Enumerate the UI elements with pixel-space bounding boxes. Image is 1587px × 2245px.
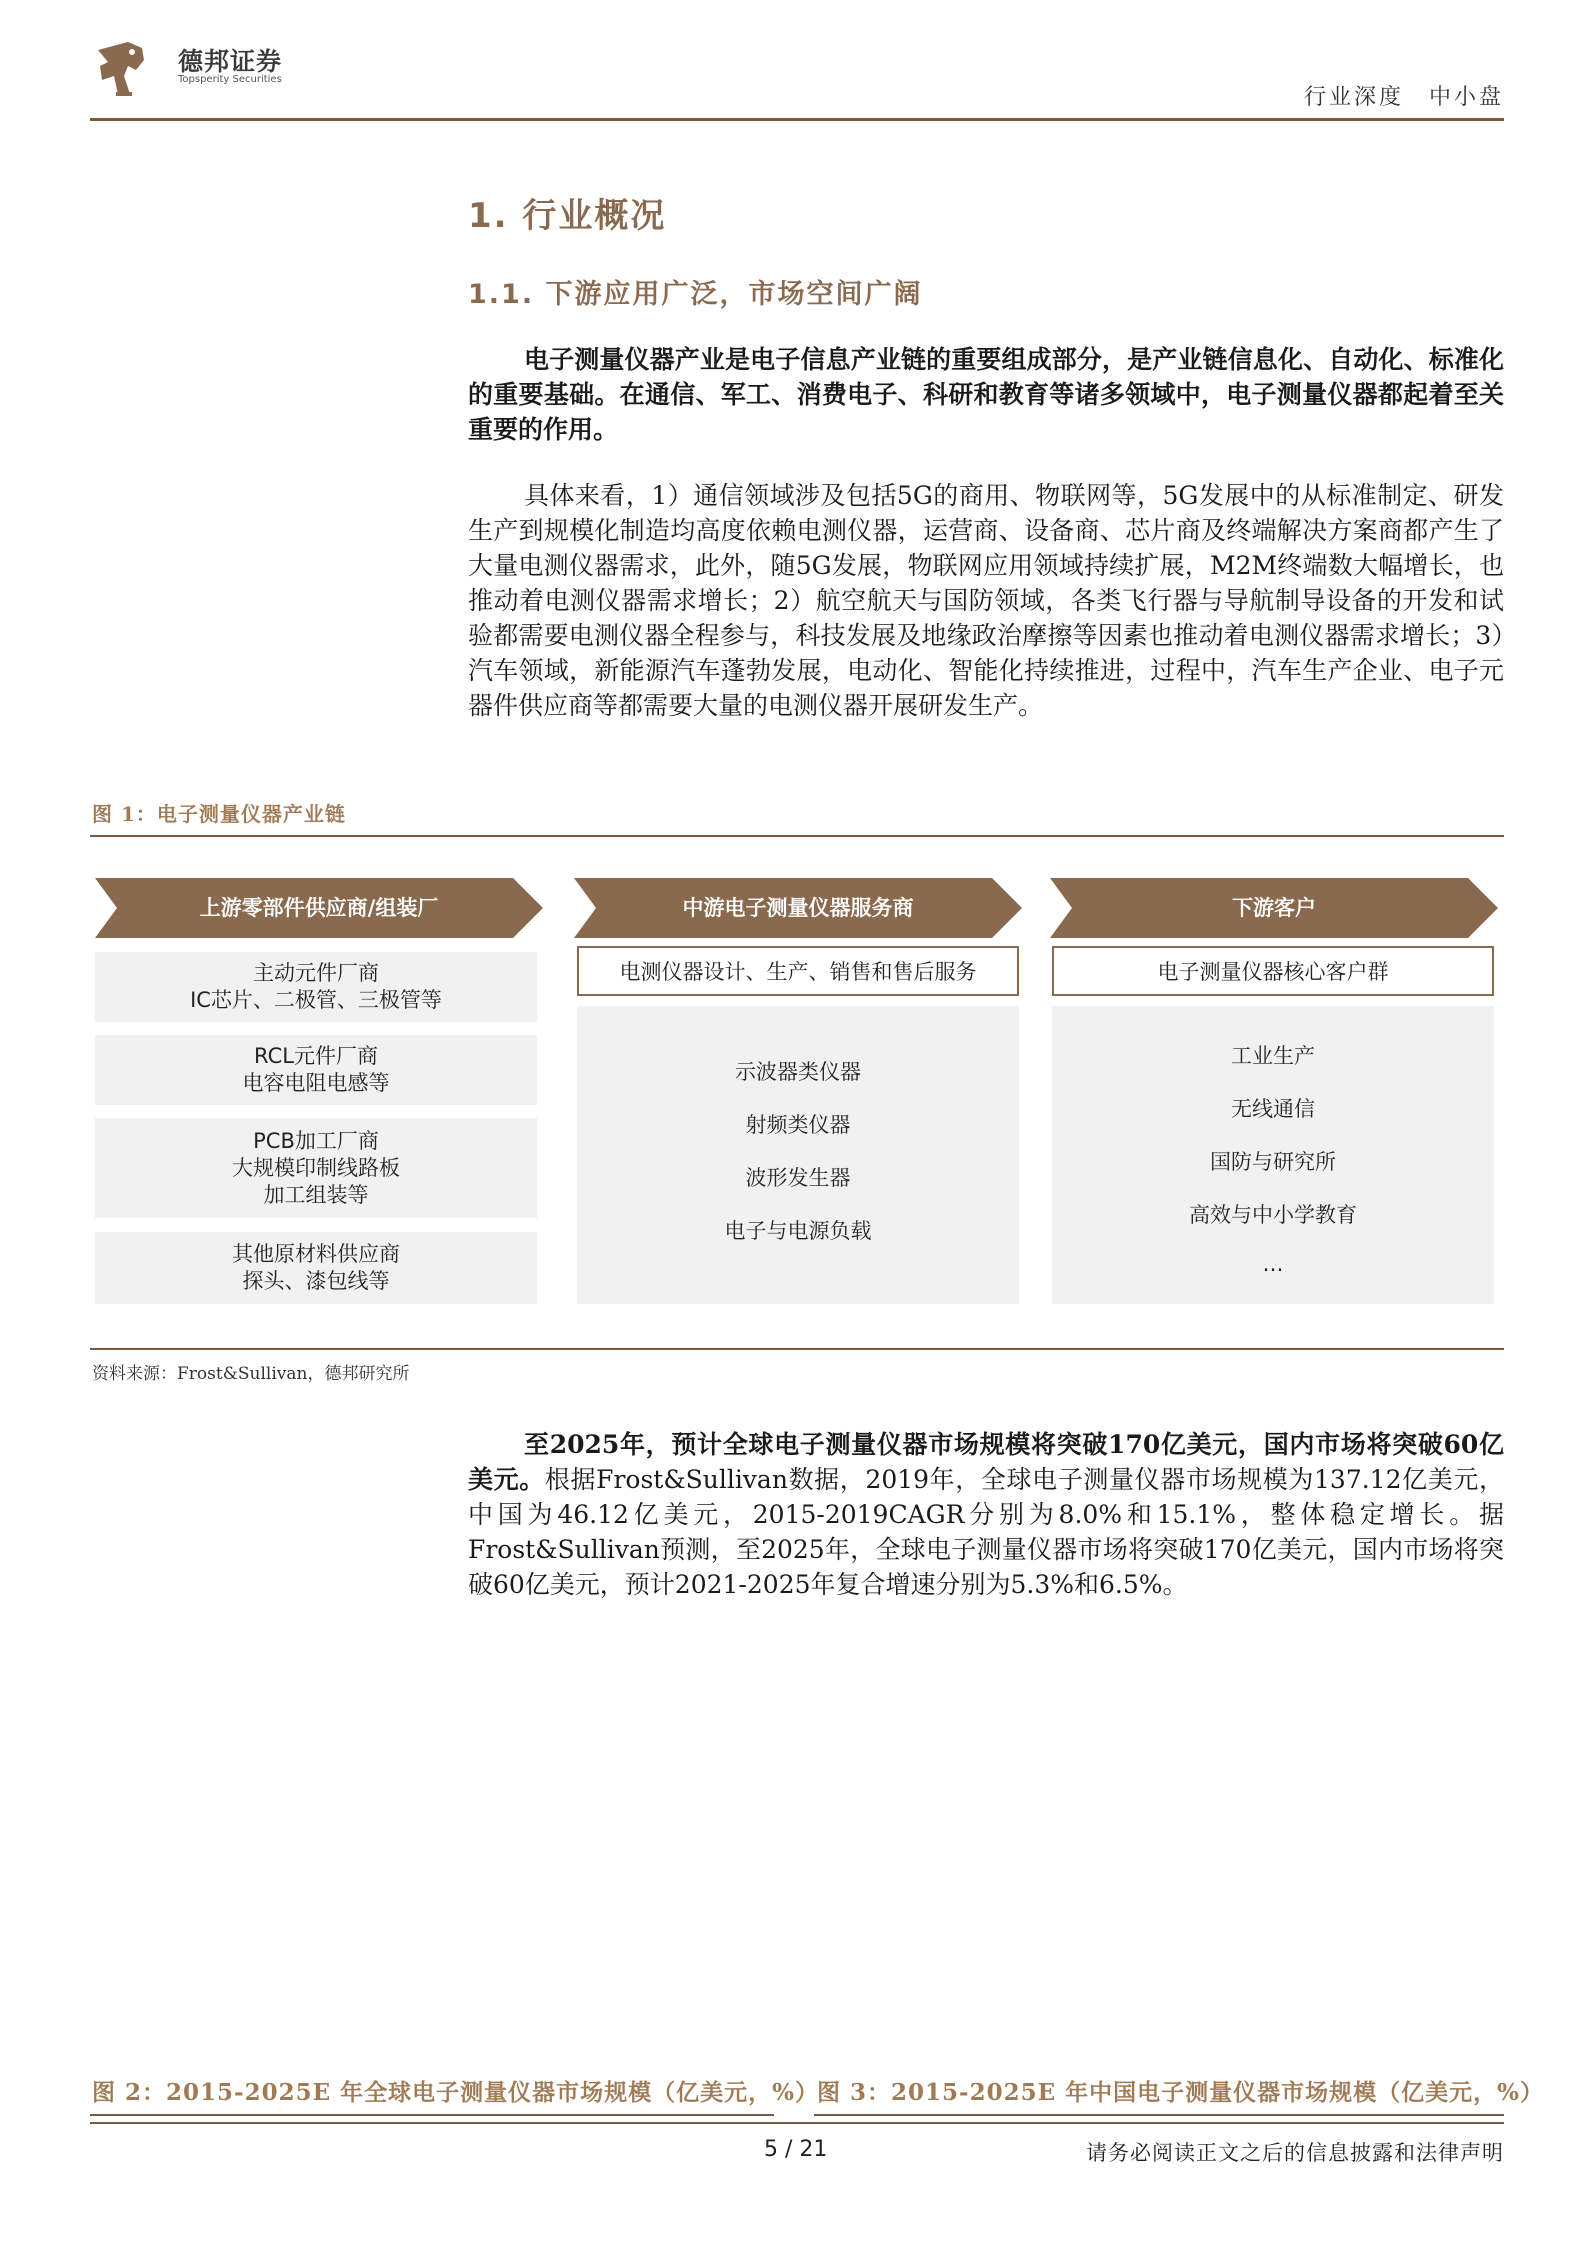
figure1-source: 资料来源：Frost&Sullivan，德邦研究所	[92, 1364, 410, 1384]
footer-divider	[90, 2122, 1504, 2124]
brand-name-en: Topsperity Securities	[178, 74, 282, 85]
upstream-item-line: IC芯片、二极管、三极管等	[190, 988, 442, 1012]
upstream-item	[95, 952, 537, 1022]
midstream-box: 电测仪器设计、生产、销售和售后服务	[577, 946, 1019, 996]
detail-paragraph: 具体来看，1）通信领域涉及包括5G的商用、物联网等，5G发展中的从标准制定、研发生产到规模化制造均高度依赖电测仪器，运营商、设备商、芯片商及终端解决方案商都产生了大量电测仪器需求，此外，随5G发展，物联网应用领域持续扩展，M2M终端数大幅增长，也推动着电测仪器需求增长；2）航空航天与国防领域，各类飞行器与导航制导设备的开发和试验都需要电测仪器全程参与，科技发展及地缘政治摩擦等因素也推动着电测仪器需求增长；3）汽车领域，新能源汽车蓬勃发展，电动化、智能化持续推进，过程中，汽车生产企业、电子元器件供应商等都需要大量的电测仪器开展研发生产。	[468, 481, 1504, 720]
upstream-item-line: PCB加工厂商	[253, 1128, 379, 1153]
upstream-header	[95, 878, 543, 938]
downstream-list	[1052, 1006, 1494, 1304]
downstream-header	[1050, 878, 1498, 938]
midstream-list	[577, 1006, 1019, 1304]
upstream-item-line: 其他原材料供应商	[232, 1242, 400, 1266]
report-category: 行业深度 中小盘	[1303, 85, 1504, 110]
market-paragraph	[468, 1427, 1504, 1602]
header-divider	[90, 118, 1504, 121]
figure2-rule	[90, 2114, 774, 2116]
midstream-item: 波形发生器	[745, 1166, 851, 1190]
figure1-top-rule	[90, 835, 1504, 837]
figure3-title: 图 3：2015-2025E 年中国电子测量仪器市场规模（亿美元，%）	[817, 2079, 1544, 2106]
downstream-item: 国防与研究所	[1210, 1150, 1336, 1174]
figure3-rule	[814, 2114, 1504, 2116]
subsection-heading: 1.1. 下游应用广泛，市场空间广阔	[468, 279, 923, 310]
upstream-item	[95, 1232, 537, 1304]
downstream-item: 工业生产	[1231, 1044, 1315, 1068]
midstream-item: 电子与电源负载	[724, 1219, 872, 1243]
downstream-item: 高效与中小学教育	[1189, 1203, 1357, 1227]
section-heading: 1. 行业概况	[468, 196, 667, 236]
upstream-item-line: 加工组装等	[263, 1182, 369, 1207]
figure2-title: 图 2：2015-2025E 年全球电子测量仪器市场规模（亿美元，%）	[92, 2079, 819, 2106]
downstream-header-label: 下游客户	[1232, 896, 1316, 920]
brand-logo-icon	[88, 36, 152, 100]
brand-name-cn: 德邦证券	[178, 47, 283, 76]
midstream-item: 示波器类仪器	[735, 1060, 861, 1084]
downstream-item: …	[1262, 1252, 1284, 1276]
legal-disclaimer: 请务必阅读正文之后的信息披露和法律声明	[1086, 2141, 1504, 2165]
upstream-item	[95, 1035, 537, 1105]
upstream-item-line: RCL元件厂商	[254, 1044, 378, 1068]
upstream-item	[95, 1118, 537, 1218]
downstream-item: 无线通信	[1231, 1097, 1315, 1121]
market-paragraph-highlight: 至2025年，预计全球电子测量仪器市场规模将突破170亿美元，国内市场将突破60亿美元。	[468, 1430, 1504, 1494]
intro-paragraph: 电子测量仪器产业是电子信息产业链的重要组成部分，是产业链信息化、自动化、标准化的重要基础。在通信、军工、消费电子、科研和教育等诸多领域中，电子测量仪器都起着至关重要的作用。	[468, 345, 1504, 444]
upstream-item-line: 探头、漆包线等	[242, 1269, 390, 1293]
midstream-item: 射频类仪器	[745, 1113, 851, 1137]
upstream-item-line: 电容电阻电感等	[242, 1071, 390, 1095]
upstream-header-label: 上游零部件供应商/组装厂	[199, 896, 439, 920]
figure1-title: 图 1：电子测量仪器产业链	[92, 802, 346, 826]
midstream-header-label: 中游电子测量仪器服务商	[682, 896, 914, 920]
downstream-box: 电子测量仪器核心客户群	[1052, 946, 1494, 996]
midstream-header	[574, 878, 1022, 938]
upstream-item-line: 大规模印制线路板	[232, 1155, 400, 1180]
figure1-bottom-rule	[90, 1348, 1504, 1350]
page-number: 5 / 21	[764, 2137, 828, 2162]
market-paragraph-body: 根据Frost&Sullivan数据，2019年，全球电子测量仪器市场规模为137.12亿美元，中国为46.12亿美元，2015-2019CAGR分别为8.0%和15.1%，整体稳定增长。据Frost&Sullivan预测，至2025年，全球电子测量仪器市场将突破170亿美元，国内市场将突破60亿美元，预计2021-2025年复合增速分别为5.3%和6.5%。	[468, 1465, 1504, 1599]
upstream-item-line: 主动元件厂商	[253, 961, 379, 985]
